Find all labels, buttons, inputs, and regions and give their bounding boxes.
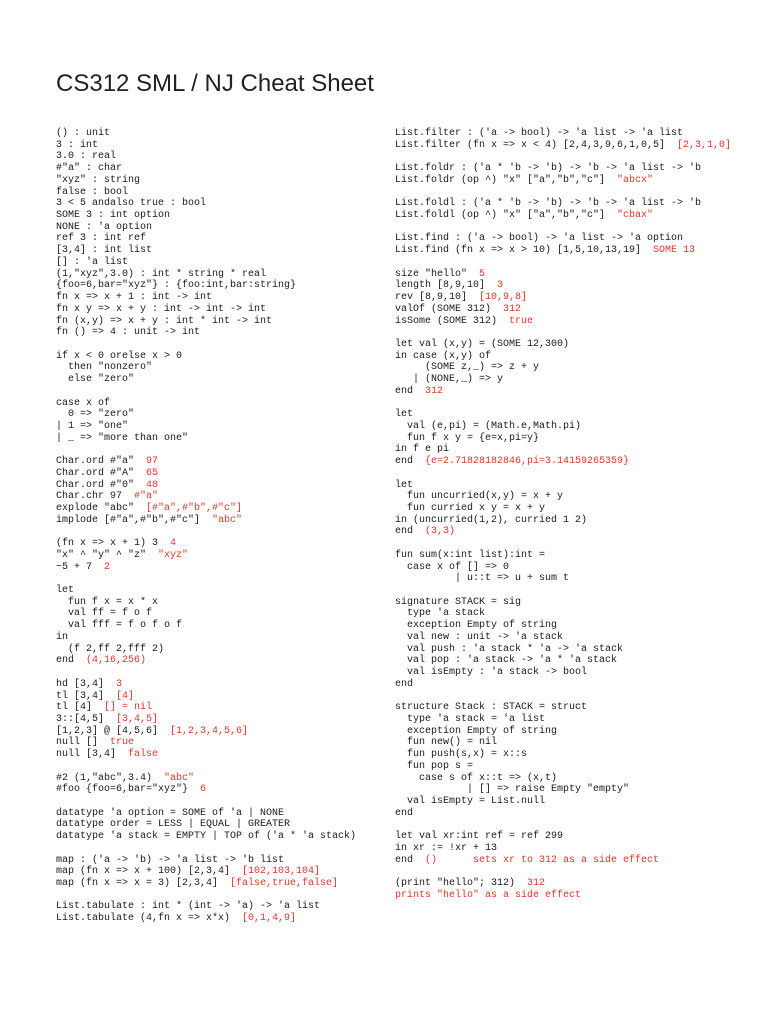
code-text: let val (x,y) = (SOME 12,300)	[395, 338, 570, 350]
result-text: "cbax"	[617, 210, 654, 222]
code-text: List.foldl (op ^) "x" ["a","b","c"]	[395, 210, 618, 222]
code-line	[56, 210, 386, 222]
code-line	[56, 714, 386, 726]
code-text: [3,4] : int list	[56, 245, 153, 257]
code-line	[56, 620, 386, 632]
code-text: let	[395, 409, 414, 421]
result-text: #"a"	[134, 491, 159, 503]
code-text: explode "abc"	[56, 503, 147, 514]
code-line	[56, 562, 386, 574]
code-line	[56, 316, 386, 328]
code-text: [1,2,3] @ [4,5,6]	[56, 725, 171, 737]
code-block	[56, 456, 386, 526]
code-line	[395, 304, 755, 316]
result-text: 3	[497, 280, 504, 292]
code-text: Char.ord #"0"	[56, 479, 147, 491]
result-text: 2	[104, 561, 111, 573]
code-line	[395, 726, 755, 738]
code-line	[395, 714, 755, 726]
code-text: end	[395, 385, 426, 397]
code-line	[395, 608, 755, 620]
code-text: fun pop s =	[395, 760, 474, 772]
code-text: isSome (SOME 312)	[395, 315, 510, 327]
code-line	[56, 351, 386, 363]
result-text: "abc"	[212, 514, 243, 526]
result-text: [0,1,4,9]	[242, 913, 297, 925]
code-text: 0 => "zero"	[56, 409, 135, 421]
result-text: true	[110, 737, 135, 749]
code-line	[56, 749, 386, 761]
code-text: length [8,9,10]	[395, 280, 498, 292]
code-line	[56, 245, 386, 257]
code-line	[395, 843, 755, 855]
result-text: 97	[146, 456, 159, 468]
code-line	[56, 585, 386, 597]
code-line	[395, 855, 755, 867]
code-text: "xyz" : string	[56, 174, 141, 186]
result-text: "abc"	[164, 772, 195, 784]
code-text: val fff = f o f o f	[56, 620, 183, 632]
result-text: 5	[479, 268, 486, 280]
code-line	[395, 831, 755, 843]
code-text: val new : unit -> 'a stack	[395, 631, 564, 643]
code-line	[395, 351, 755, 363]
code-line	[395, 737, 755, 749]
code-text: | [] => raise Empty "empty"	[395, 784, 630, 796]
code-line	[56, 808, 386, 820]
code-text: else "zero"	[56, 374, 135, 386]
result-text: (4,16,256)	[86, 655, 147, 667]
code-line	[395, 210, 755, 222]
code-line	[56, 175, 386, 187]
code-block	[56, 351, 386, 386]
code-block	[56, 398, 386, 445]
code-block	[395, 198, 755, 221]
code-line	[56, 644, 386, 656]
code-text: List.find : ('a -> bool) -> 'a list -> 'a option	[395, 233, 684, 245]
result-text: [3,4,5]	[116, 713, 159, 725]
code-line	[395, 456, 755, 468]
code-line	[395, 386, 755, 398]
code-line	[395, 784, 755, 796]
result-text: 65	[146, 467, 159, 479]
code-text: in case (x,y) of	[395, 350, 492, 362]
code-block	[395, 269, 755, 328]
code-text: 3 < 5 andalso true : bool	[56, 198, 207, 210]
code-text: | u::t => u + sum t	[395, 573, 570, 585]
code-line	[56, 913, 386, 925]
code-text: | _ => "more than one"	[56, 432, 189, 444]
code-line	[395, 245, 755, 257]
code-line	[56, 538, 386, 550]
code-text: type 'a stack	[395, 608, 486, 620]
code-line	[56, 233, 386, 245]
code-line	[395, 128, 755, 140]
result-text: prints "hello" as a side effect	[395, 889, 582, 901]
code-line	[395, 339, 755, 351]
result-text: [false,true,false]	[230, 878, 339, 889]
result-text: [#"a",#"b",#"c"]	[146, 503, 243, 514]
code-text: val isEmpty = List.null	[395, 795, 546, 807]
code-line	[56, 198, 386, 210]
code-text: val pop : 'a stack -> 'a * 'a stack	[395, 655, 618, 667]
result-text: 312	[503, 303, 522, 315]
code-line	[395, 702, 755, 714]
code-line	[56, 773, 386, 785]
code-text: fun push(s,x) = x::s	[395, 749, 528, 761]
code-text: exception Empty of string	[395, 620, 558, 632]
result-text: [] = nil	[104, 702, 153, 714]
code-line	[395, 140, 755, 152]
code-line	[395, 292, 755, 304]
code-line	[56, 866, 386, 878]
code-line	[395, 632, 755, 644]
code-line	[395, 515, 755, 527]
code-text: false : bool	[56, 186, 129, 198]
code-line	[56, 398, 386, 410]
code-line	[56, 702, 386, 714]
code-text: in f e pi	[395, 444, 450, 456]
code-line	[395, 280, 755, 292]
code-text: val ff = f o f	[56, 608, 153, 620]
code-line	[56, 140, 386, 152]
code-text: Char.ord #"A"	[56, 467, 147, 479]
code-block	[395, 878, 755, 901]
result-text: [4]	[116, 690, 135, 702]
code-text: in (uncurried(1,2), curried 1 2)	[395, 514, 588, 526]
code-line	[395, 550, 755, 562]
code-line	[395, 890, 755, 902]
code-text: rev [8,9,10]	[395, 292, 480, 304]
code-line	[56, 362, 386, 374]
code-line	[56, 269, 386, 281]
code-line	[56, 222, 386, 234]
code-text: if x < 0 orelse x > 0	[56, 350, 183, 362]
code-line	[56, 374, 386, 386]
code-text: let val xr:int ref = ref 299	[395, 831, 564, 843]
code-block	[395, 702, 755, 819]
code-text: implode [#"a",#"b",#"c"]	[56, 514, 213, 526]
code-text: end	[395, 456, 426, 468]
code-text: then "nonzero"	[56, 362, 153, 374]
code-line	[395, 562, 755, 574]
code-line	[395, 433, 755, 445]
result-text: 312	[527, 878, 546, 889]
right-column	[395, 128, 755, 913]
code-line	[395, 503, 755, 515]
code-block	[56, 855, 386, 890]
code-block	[56, 901, 386, 924]
code-line	[56, 503, 386, 515]
result-text: true	[509, 315, 534, 327]
code-text: structure Stack : STACK = struct	[395, 702, 588, 714]
result-text: 312	[425, 385, 444, 397]
code-line	[56, 409, 386, 421]
result-text: SOME 13	[653, 245, 696, 257]
code-text: (SOME z,_) => z + y	[395, 362, 540, 374]
code-text: tl [3,4]	[56, 690, 117, 702]
code-text: null []	[56, 737, 111, 749]
code-line	[395, 667, 755, 679]
code-text: exception Empty of string	[395, 725, 558, 737]
code-block	[395, 339, 755, 398]
code-text: case x of	[56, 397, 111, 409]
code-text: valOf (SOME 312)	[395, 303, 504, 315]
code-line	[56, 280, 386, 292]
code-line	[56, 515, 386, 527]
code-line	[56, 456, 386, 468]
code-line	[395, 198, 755, 210]
result-text: () sets xr to 312 as a side effect	[425, 854, 660, 866]
code-text: in	[56, 631, 69, 643]
code-line	[395, 526, 755, 538]
code-text: List.tabulate (4,fn x => x*x)	[56, 913, 243, 925]
result-text: (3,3)	[425, 526, 456, 538]
code-block	[395, 409, 755, 468]
code-text: datatype 'a stack = EMPTY | TOP of ('a * 'a stack)	[56, 831, 357, 843]
code-text: val push : 'a stack * 'a -> 'a stack	[395, 643, 624, 655]
code-line	[56, 128, 386, 140]
code-line	[56, 480, 386, 492]
code-text: ref 3 : int ref	[56, 233, 147, 245]
result-text: [10,9,8]	[479, 292, 528, 304]
code-text: Char.chr 97	[56, 491, 135, 503]
result-text: {e=2.71828182846,pi=3.14159265359}	[425, 456, 630, 468]
code-line	[56, 784, 386, 796]
code-line	[395, 761, 755, 773]
code-line	[395, 269, 755, 281]
code-line	[395, 175, 755, 187]
code-line	[395, 749, 755, 761]
code-line	[56, 597, 386, 609]
code-block	[395, 480, 755, 539]
result-text: "abcx"	[617, 174, 654, 186]
code-text: #"a" : char	[56, 163, 123, 175]
code-line	[56, 737, 386, 749]
code-text: fun f x y = {e=x,pi=y}	[395, 432, 540, 444]
code-text: List.filter (fn x => x < 4) [2,4,3,9,6,1,0,5]	[395, 139, 678, 151]
code-text: (f 2,ff 2,fff 2)	[56, 643, 165, 655]
code-line	[395, 796, 755, 808]
code-text: () : unit	[56, 128, 111, 139]
code-text: tl [4]	[56, 702, 105, 714]
code-text: val (e,pi) = (Math.e,Math.pi)	[395, 420, 582, 432]
result-text: 4	[170, 538, 177, 550]
code-text: NONE : 'a option	[56, 221, 153, 233]
code-line	[56, 608, 386, 620]
code-text: (fn x => x + 1) 3	[56, 538, 171, 550]
code-line	[395, 362, 755, 374]
code-text: List.foldr : ('a * 'b -> 'b) -> 'b -> 'a list -> 'b	[395, 163, 702, 175]
code-text: case s of x::t => (x,t)	[395, 772, 558, 784]
code-text: signature STACK = sig	[395, 596, 522, 608]
code-line	[56, 679, 386, 691]
code-text: end	[395, 807, 414, 819]
code-text: fun curried x y = x + y	[395, 503, 546, 514]
code-text: List.filter : ('a -> bool) -> 'a list -> 'a list	[395, 128, 684, 139]
result-text: [102,103,104]	[242, 866, 321, 878]
code-line	[56, 151, 386, 163]
code-line	[56, 726, 386, 738]
code-line	[56, 421, 386, 433]
code-line	[395, 480, 755, 492]
code-line	[56, 901, 386, 913]
code-text: List.tabulate : int * (int -> 'a) -> 'a list	[56, 901, 321, 913]
code-text: fn () => 4 : unit -> int	[56, 327, 201, 339]
code-text: type 'a stack = 'a list	[395, 713, 546, 725]
code-line	[56, 468, 386, 480]
code-line	[56, 632, 386, 644]
code-line	[395, 655, 755, 667]
code-text: 3.0 : real	[56, 151, 117, 163]
code-text: map (fn x => x = 3) [2,3,4]	[56, 878, 231, 889]
code-line	[56, 655, 386, 667]
code-text: fn x y => x + y : int -> int -> int	[56, 303, 267, 315]
code-line	[56, 257, 386, 269]
code-text: null [3,4]	[56, 749, 129, 761]
code-line	[395, 573, 755, 585]
result-text: 3	[116, 678, 123, 690]
code-line	[395, 421, 755, 433]
code-text: in xr := !xr + 13	[395, 842, 498, 854]
code-block	[395, 550, 755, 585]
code-block	[56, 128, 386, 339]
code-text: {foo=6,bar="xyz"} : {foo:int,bar:string}	[56, 280, 297, 292]
code-block	[56, 585, 386, 667]
code-line	[56, 327, 386, 339]
code-text: 3::[4,5]	[56, 713, 117, 725]
code-block	[395, 233, 755, 256]
code-line	[395, 409, 755, 421]
code-text: List.find (fn x => x > 10) [1,5,10,13,19]	[395, 245, 654, 257]
code-text: fn (x,y) => x + y : int * int -> int	[56, 315, 273, 327]
code-line	[395, 597, 755, 609]
code-text: val isEmpty : 'a stack -> bool	[395, 667, 588, 679]
code-text: datatype order = LESS | EQUAL | GREATER	[56, 819, 291, 831]
result-text: [1,2,3,4,5,6]	[170, 725, 249, 737]
result-text: "xyz"	[158, 549, 189, 561]
code-text: fun new() = nil	[395, 737, 498, 749]
code-block	[56, 538, 386, 573]
code-line	[395, 773, 755, 785]
code-line	[56, 855, 386, 867]
code-block	[56, 679, 386, 761]
code-line	[395, 491, 755, 503]
code-text: fun sum(x:int list):int =	[395, 549, 546, 561]
code-text: | 1 => "one"	[56, 420, 129, 432]
code-line	[56, 491, 386, 503]
code-block	[395, 831, 755, 866]
code-text: datatype 'a option = SOME of 'a | NONE	[56, 807, 285, 819]
page-title: CS312 SML / NJ Cheat Sheet	[56, 70, 374, 97]
code-line	[56, 187, 386, 199]
code-line	[395, 233, 755, 245]
code-text: map : ('a -> 'b) -> 'a list -> 'b list	[56, 854, 285, 866]
code-text: "x" ^ "y" ^ "z"	[56, 549, 159, 561]
code-block	[395, 163, 755, 186]
code-line	[56, 304, 386, 316]
code-line	[56, 819, 386, 831]
code-text: end	[395, 854, 426, 866]
code-text: size "hello"	[395, 268, 480, 280]
code-text: (1,"xyz",3.0) : int * string * real	[56, 268, 267, 280]
code-line	[56, 831, 386, 843]
code-line	[56, 433, 386, 445]
code-line	[56, 691, 386, 703]
code-text: fun uncurried(x,y) = x + y	[395, 491, 564, 503]
code-text: fun f x = x * x	[56, 596, 159, 608]
code-text: 3 : int	[56, 139, 99, 151]
code-text: #2 (1,"abc",3.4)	[56, 772, 165, 784]
result-text: 6	[200, 784, 207, 796]
code-line	[395, 620, 755, 632]
code-text: end	[56, 655, 87, 667]
code-block	[395, 597, 755, 691]
left-column	[56, 128, 386, 937]
code-text: end	[395, 526, 426, 538]
code-text: List.foldl : ('a * 'b -> 'b) -> 'b -> 'a list -> 'b	[395, 198, 702, 210]
result-text: false	[128, 749, 159, 761]
code-text: let	[56, 585, 75, 597]
code-text: let	[395, 479, 414, 491]
code-text: map (fn x => x + 100) [2,3,4]	[56, 866, 243, 878]
code-line	[395, 679, 755, 691]
code-line	[56, 163, 386, 175]
code-line	[395, 878, 755, 890]
code-text: [] : 'a list	[56, 256, 129, 268]
code-line	[395, 163, 755, 175]
result-text: [2,3,1,0]	[677, 139, 732, 151]
code-text: hd [3,4]	[56, 678, 117, 690]
code-line	[395, 444, 755, 456]
code-line	[56, 550, 386, 562]
code-text: | (NONE,_) => y	[395, 374, 504, 386]
code-line	[56, 292, 386, 304]
code-text: (print "hello"; 312)	[395, 878, 528, 889]
code-block	[395, 128, 755, 151]
code-text: List.foldr (op ^) "x" ["a","b","c"]	[395, 174, 618, 186]
code-text: fn x => x + 1 : int -> int	[56, 292, 213, 304]
code-line	[56, 878, 386, 890]
code-text: case x of [] => 0	[395, 561, 510, 573]
code-text: Char.ord #"a"	[56, 456, 147, 468]
code-block	[56, 773, 386, 796]
code-text: end	[395, 678, 414, 690]
code-text: ~5 + 7	[56, 561, 105, 573]
result-text: 48	[146, 479, 159, 491]
code-line	[395, 316, 755, 328]
code-text: #foo {foo=6,bar="xyz"}	[56, 784, 201, 796]
code-block	[56, 808, 386, 843]
code-line	[395, 808, 755, 820]
code-line	[395, 374, 755, 386]
code-text: SOME 3 : int option	[56, 210, 171, 222]
code-line	[395, 644, 755, 656]
